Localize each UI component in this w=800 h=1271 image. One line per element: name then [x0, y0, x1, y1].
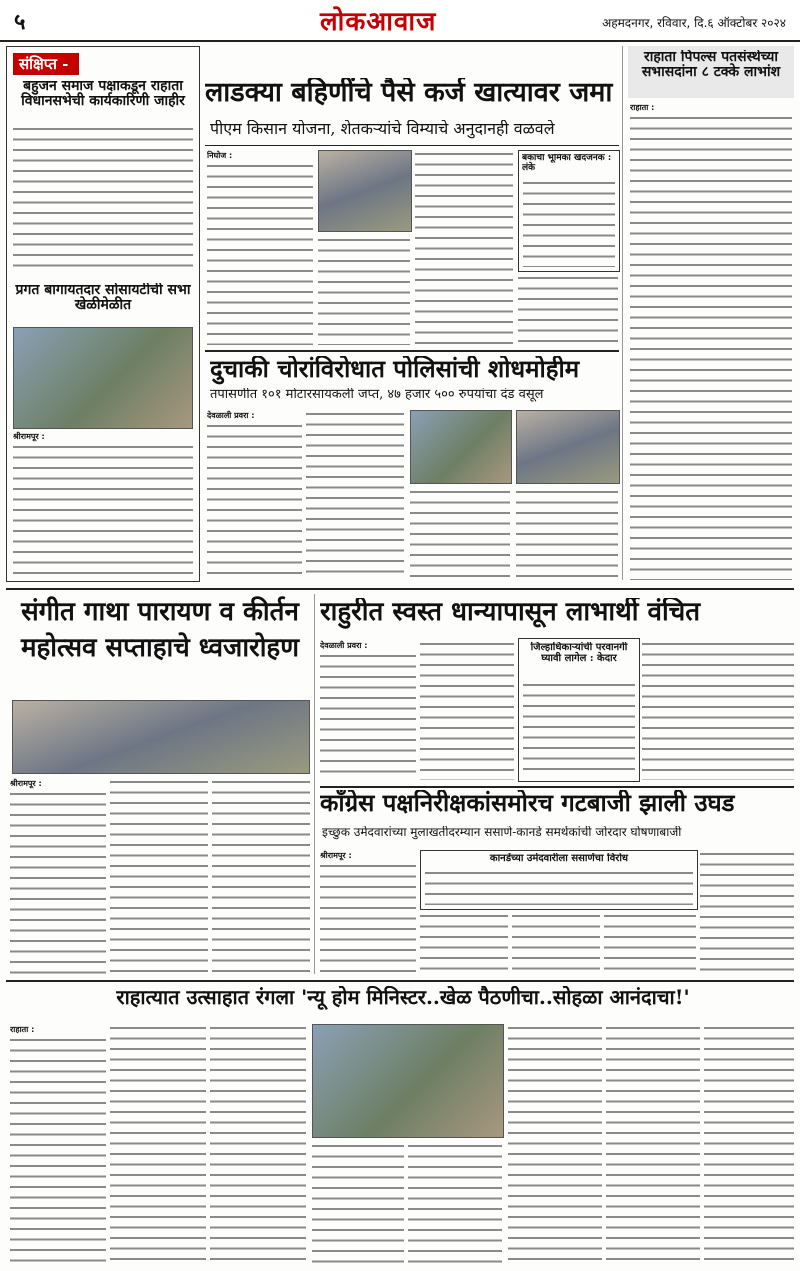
bike-top-rule: [205, 350, 619, 352]
lead-box-body: [523, 179, 615, 267]
sankshipt-column: [6, 46, 200, 582]
bottom-body-col-7: [606, 1024, 700, 1264]
sangeet-headline: संगीत गाथा पारायण व कीर्तन महोत्सव सप्ताहाचे ध्वजारोहण: [20, 597, 300, 664]
bike-headline: दुचाकी चोरांविरोधात पोलिसांची शोधमोहीम: [210, 356, 580, 383]
lead-body-col-3: [415, 150, 513, 345]
sankshipt-photo: [13, 327, 193, 429]
right-col-headline: राहाता पिपल्स पतसंस्थेच्या सभासदांना ८ टक्के लाभांश: [641, 50, 781, 81]
congress-byline: श्रीरामपूर :: [320, 851, 352, 860]
sangeet-body-col-2: [110, 778, 208, 974]
bike-body-col-4: [516, 488, 618, 580]
sangeet-body-col-3: [212, 778, 310, 974]
congress-body-col-3: [512, 912, 600, 974]
lead-subhead: पीएम किसान योजना, शेतकऱ्यांचे विम्याचे अनुदानही वळवले: [210, 120, 555, 138]
page-number: ५: [14, 9, 26, 35]
bottom-photo: [312, 1024, 504, 1138]
right-col-head-box: [628, 46, 794, 98]
bottom-body-col-2: [110, 1024, 206, 1264]
dateline: अहमदनगर, रविवार, दि.६ ऑक्टोबर २०२४: [602, 16, 786, 30]
bottom-body-col-6: [508, 1024, 602, 1264]
bottom-body-col-8: [704, 1024, 794, 1264]
bottom-body-col-3: [210, 1024, 306, 1264]
sankshipt-head-1: बहुजन समाज पक्षाकडून राहाता विधानसभेची कार्यकारिणी जाहीर: [21, 79, 185, 110]
sangeet-top-rule: [6, 588, 794, 590]
congress-body-col-2: [420, 912, 508, 974]
congress-body-col-4: [604, 912, 696, 974]
lead-box-title: बँकांची भूमिका खेदजनक : लंके: [522, 154, 612, 173]
rahuri-box-body: [523, 681, 635, 777]
lead-body-col-1: [207, 162, 313, 345]
bike-byline: देवळाली प्रवरा :: [207, 411, 255, 420]
bike-body-col-3: [410, 488, 510, 580]
sangeet-col-rule: [314, 594, 315, 974]
bike-body-col-1: [207, 422, 302, 580]
bike-subhead: तपासणीत १०१ मोटारसायकली जप्त, ४७ हजार ५०० रुपयांचा दंड वसूल: [210, 388, 544, 402]
sankshipt-body-1: [13, 125, 193, 275]
sangeet-byline: श्रीरामपूर :: [10, 779, 42, 788]
bike-photo-2: [516, 410, 620, 484]
sankshipt-head-2: प्रगत बागायतदार सोसायटीची सभा खेळीमेळीत: [15, 283, 191, 314]
newspaper-logo: लोकआवाज: [320, 7, 437, 37]
lead-byline: निघोज :: [207, 151, 233, 160]
masthead: [0, 0, 800, 42]
bottom-body-col-1: [10, 1036, 106, 1264]
rahuri-headline: राहुरीत स्वस्त धान्यापासून लाभार्थी वंचित: [320, 598, 701, 627]
bike-photo-1: [410, 410, 512, 484]
sangeet-body-col-1: [10, 790, 106, 974]
right-col-byline: राहाता :: [630, 103, 655, 112]
bottom-body-col-4: [312, 1142, 404, 1264]
rahuri-body-col-2: [420, 640, 514, 780]
congress-box-title: कानडेंच्या उमेदवारीला ससाणेंचा विरोध: [489, 853, 629, 864]
lead-body-col-4: [518, 274, 618, 345]
right-col-rule: [622, 46, 623, 580]
bottom-headline: राहात्यात उत्साहात रंगला 'न्यू होम मिनिस्टर..खेळ पैठणीचा..सोहळा आनंदाचा!': [116, 986, 690, 1009]
lead-photo: [318, 150, 412, 232]
rahuri-body-col-1: [320, 652, 416, 780]
sankshipt-byline-2: श्रीरामपूर :: [13, 432, 45, 441]
rahuri-body-col-3: [642, 640, 794, 780]
lead-body-col-2: [318, 236, 410, 345]
congress-body-col-1: [320, 862, 416, 974]
congress-top-rule: [320, 786, 794, 788]
congress-box-body: [425, 869, 693, 905]
right-col-body: [630, 114, 792, 580]
lead-box: [518, 150, 620, 272]
sankshipt-body-2: [13, 443, 193, 575]
congress-body-col-5: [700, 850, 794, 974]
rahuri-byline: देवळाली प्रवरा :: [320, 641, 368, 650]
bottom-top-rule: [6, 980, 794, 982]
sangeet-photo: [12, 700, 310, 774]
bike-body-col-2: [306, 410, 404, 580]
congress-headline: काँग्रेस पक्षनिरीक्षकांसमोरच गटबाजी झाली उघड: [320, 790, 735, 817]
lead-headline: लाडक्या बहिणींचे पैसे कर्ज खात्यावर जमा: [205, 78, 613, 108]
sankshipt-label: संक्षिप्त -: [13, 53, 79, 75]
congress-subhead: इच्छुक उमेदवारांच्या मुलाखतीदरम्यान ससाणे-कानडे समर्थकांची जोरदार घोषणाबाजी: [322, 826, 682, 839]
congress-box: [420, 850, 698, 910]
rahuri-box-title: जिल्हाधिकाऱ्यांची परवानगी घ्यावी लागेल : केदार: [530, 642, 628, 664]
rahuri-box: [518, 638, 640, 782]
lead-rule: [205, 145, 619, 146]
bottom-body-col-5: [408, 1142, 502, 1264]
bottom-byline: राहाता :: [10, 1025, 35, 1034]
